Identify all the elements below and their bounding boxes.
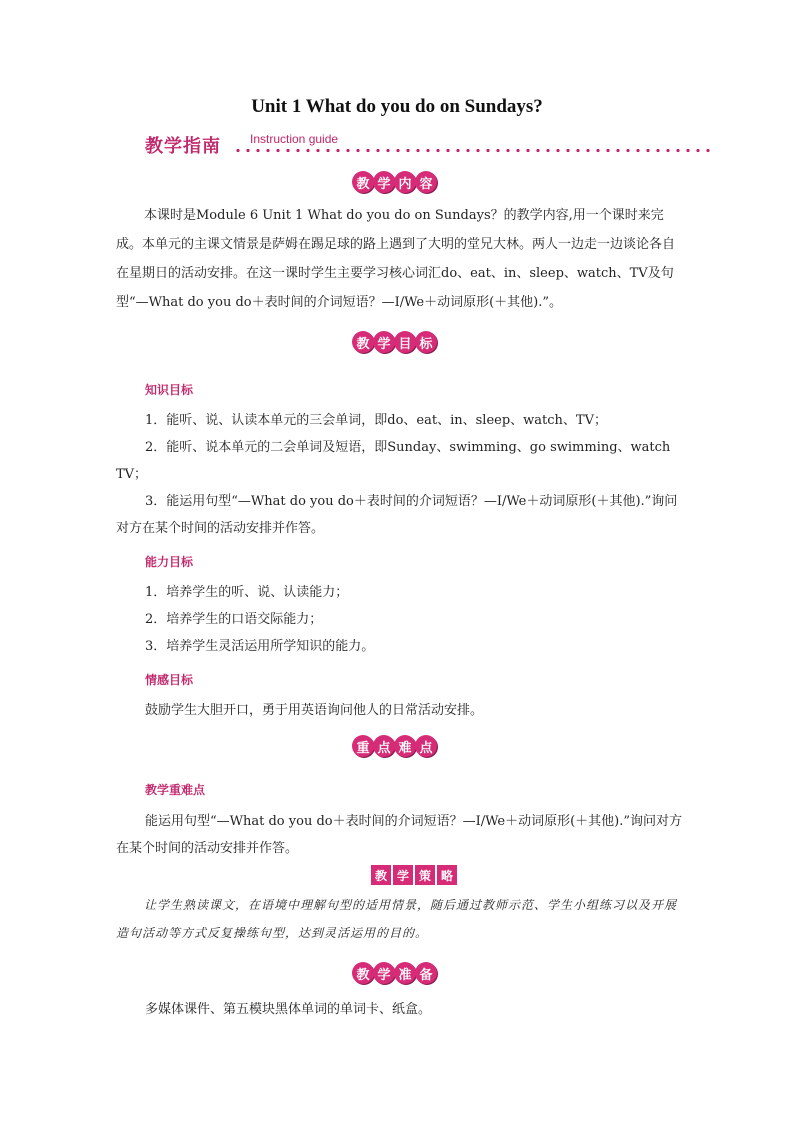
ability-objectives-heading: 能力目标 xyxy=(145,555,194,569)
guide-title-cn: 教学指南 xyxy=(145,136,221,157)
badge-teaching-preparation xyxy=(352,962,436,984)
content-paragraph: 本课时是Module 6 Unit 1 What do you do on Sundays？的教学内容,用一个课时来完成。本单元的主课文情景是萨姆在踢足球的路上遇到了大明的堂兄大林。两人一边走一边谈论各自在星期日的活动安排。在这一课时学生主要学习核心词汇do、eat、in、sleep、watch、TV及句型“—What do you do＋表时间的介词短语？—I/We＋动词原形(＋其他).”。 xyxy=(116,208,676,310)
badge-teaching-content xyxy=(352,171,436,193)
badge-char: 教 xyxy=(352,331,374,353)
emotion-text: 鼓励学生大胆开口，勇于用英语询问他人的日常活动安排。 xyxy=(145,703,484,718)
emotion-objectives-heading: 情感目标 xyxy=(145,673,194,687)
badge-char: 准 xyxy=(394,962,416,984)
badge-teaching-strategy xyxy=(371,865,459,885)
badge-char: 教 xyxy=(352,962,374,984)
badge-char: 容 xyxy=(415,171,437,193)
guide-title-en: Instruction guide xyxy=(250,132,339,146)
badge-char: 标 xyxy=(415,331,437,353)
key-points-text: 能运用句型“—What do you do＋表时间的介词短语？—I/We＋动词原形(＋其他).”询问对方在某个时间的活动安排并作答。 xyxy=(116,814,683,856)
ability-item-2: 2．培养学生的口语交际能力； xyxy=(145,612,323,627)
badge-key-points xyxy=(352,735,436,757)
badge-char: 学 xyxy=(373,171,395,193)
badge-char: 学 xyxy=(393,865,413,885)
badge-char: 难 xyxy=(394,735,416,757)
ability-item-3: 3．培养学生灵活运用所学知识的能力。 xyxy=(145,639,375,654)
badge-char: 学 xyxy=(373,331,395,353)
dotted-rule xyxy=(233,148,710,153)
ability-item-1: 1．培养学生的听、说、认读能力； xyxy=(145,585,349,600)
badge-char: 策 xyxy=(415,865,435,885)
strategy-text: 让学生熟读课文，在语境中理解句型的适用情景，随后通过教师示范、学生小组练习以及开展造句活动等方式反复操练句型，达到灵活运用的目的。 xyxy=(116,898,678,940)
badge-char: 学 xyxy=(373,962,395,984)
badge-char: 备 xyxy=(415,962,437,984)
badge-char: 教 xyxy=(371,865,391,885)
badge-char: 点 xyxy=(415,735,437,757)
knowledge-objectives-heading: 知识目标 xyxy=(145,383,194,397)
badge-char: 教 xyxy=(352,171,374,193)
key-points-heading: 教学重难点 xyxy=(145,783,206,797)
knowledge-item-3: 3．能运用句型“—What do you do＋表时间的介词短语？—I/We＋动词原形(＋其他).”询问对方在某个时间的活动安排并作答。 xyxy=(116,494,678,536)
instruction-guide-banner xyxy=(145,128,710,158)
knowledge-item-1: 1．能听、说、认读本单元的三会单词，即do、eat、in、sleep、watch、TV； xyxy=(145,413,607,428)
preparation-text: 多媒体课件、第五模块黑体单词的单词卡、纸盒。 xyxy=(145,1002,432,1017)
knowledge-item-2: 2．能听、说本单元的二会单词及短语，即Sunday、swimming、go swimming、watch TV； xyxy=(116,440,671,482)
badge-char: 内 xyxy=(394,171,416,193)
badge-char: 目 xyxy=(394,331,416,353)
badge-char: 略 xyxy=(437,865,457,885)
badge-char: 重 xyxy=(352,735,374,757)
unit-title: Unit 1 What do you do on Sundays? xyxy=(251,96,543,117)
badge-teaching-objectives xyxy=(352,331,436,353)
badge-char: 点 xyxy=(373,735,395,757)
